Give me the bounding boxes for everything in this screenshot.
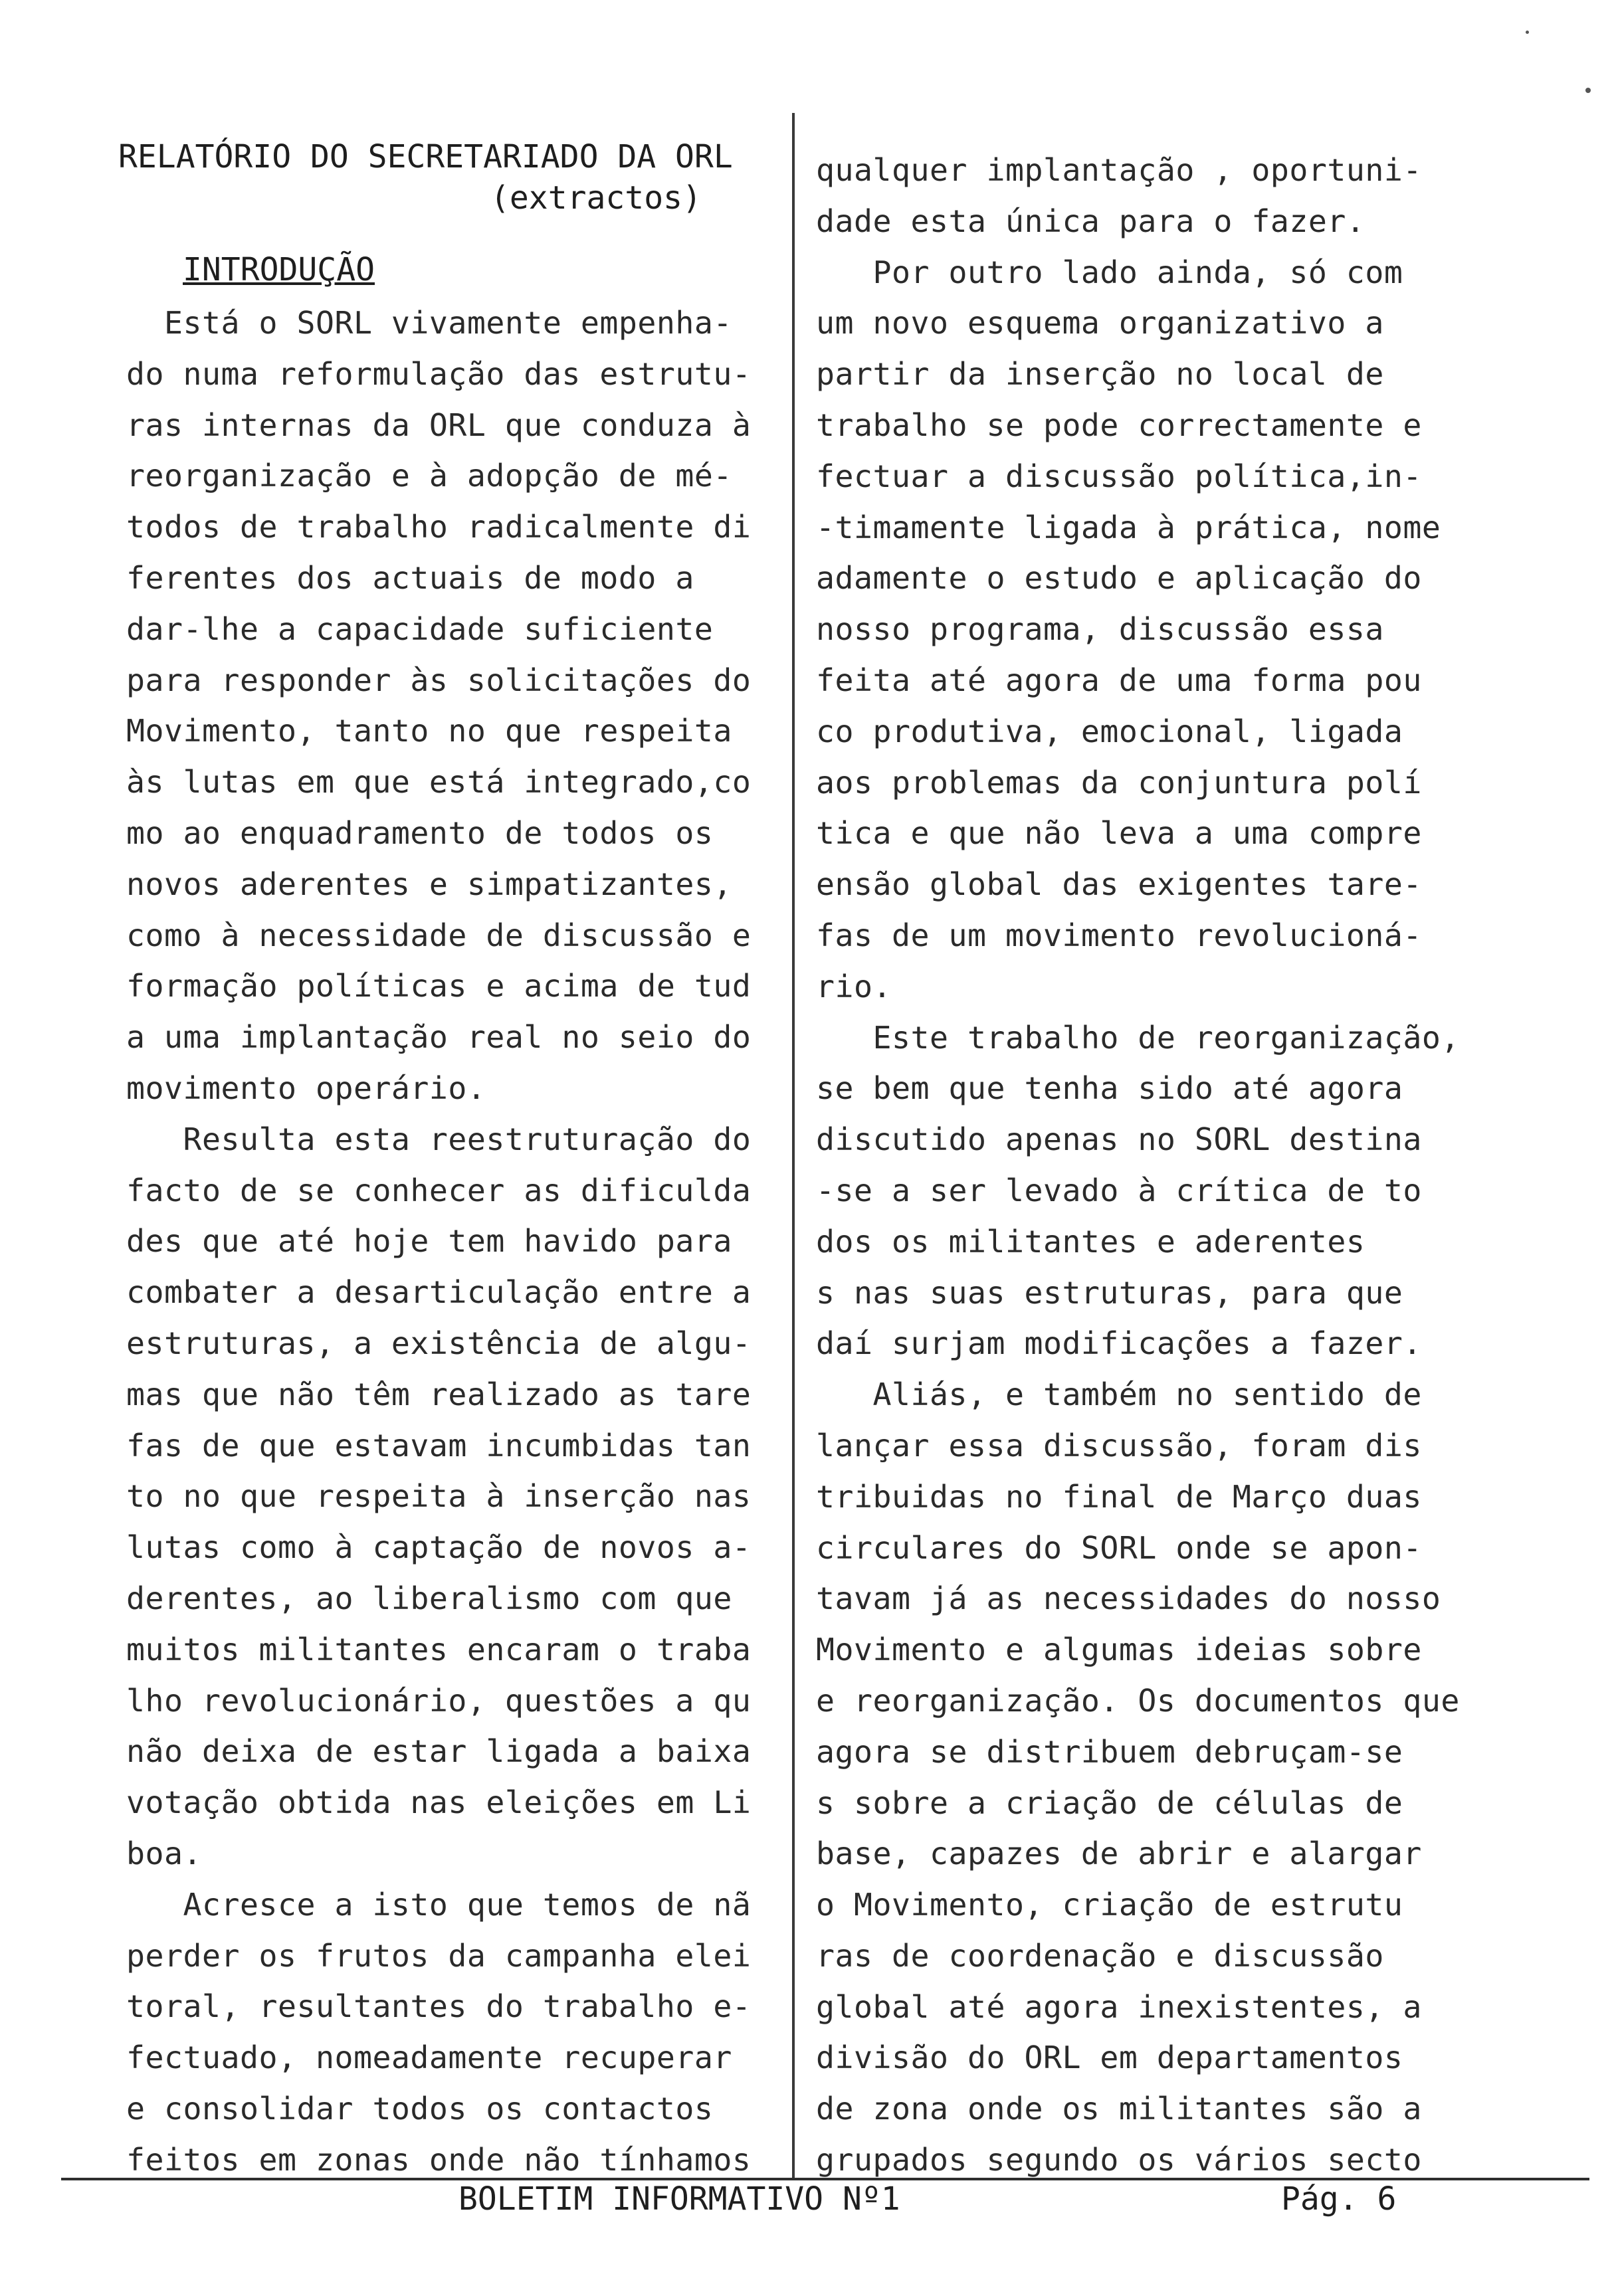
text-line: a uma implantação real no seio do [126,1019,752,1056]
text-line: reorganização e à adopção de mé- [126,458,732,494]
text-line: o Movimento, criação de estrutu [816,1887,1403,1923]
text-line: nosso programa, discussão essa [816,611,1384,648]
text-line: Movimento e algumas ideias sobre [816,1632,1422,1668]
text-line: mo ao enquadramento de todos os [126,814,714,851]
text-line: aos problemas da conjuntura polí [816,764,1422,801]
text-line: para responder às solicitações do [126,662,752,698]
text-line: qualquer implantação , oportuni- [816,152,1422,188]
text-line: Por outro lado ainda, só com [816,254,1403,290]
text-line: Este trabalho de reorganização, [816,1019,1460,1056]
text-line: do numa reformulação das estrutu- [126,355,752,392]
text-line: novos aderentes e simpatizantes, [126,866,732,902]
text-line: tavam já as necessidades do nosso [816,1580,1441,1617]
text-line: rio. [816,968,892,1004]
text-line: -timamente ligada à prática, nome [816,509,1441,545]
left-text-column [126,298,817,2185]
column-divider [792,113,795,2179]
text-line: to no que respeita à inserção nas [126,1478,752,1515]
text-line: fas de que estavam incumbidas tan [126,1427,752,1464]
text-line: partir da inserção no local de [816,356,1384,393]
text-line: lutas como à captação de novos a- [126,1529,752,1566]
text-line: global até agora inexistentes, a [816,1988,1422,2025]
scan-speck [1585,88,1591,93]
text-line: boa. [126,1835,202,1871]
text-line: estruturas, a existência de algu- [126,1325,752,1361]
text-line: de zona onde os militantes são a [816,2091,1422,2127]
text-line: feitos em zonas onde não tínhamos [126,2141,752,2178]
text-line: e reorganização. Os documentos que [816,1682,1460,1719]
report-subtitle: (extractos) [490,179,702,217]
text-line: mas que não têm realizado as tare [126,1376,752,1412]
text-line: lançar essa discussão, foram dis [816,1427,1422,1464]
footer-publication: BOLETIM INFORMATIVO Nº1 [458,2180,900,2218]
text-line: facto de se conhecer as dificulda [126,1172,752,1208]
text-line: se bem que tenha sido até agora [816,1070,1403,1107]
text-line: dar-lhe a capacidade suficiente [126,611,714,647]
text-line: combater a desarticulação entre a [126,1274,752,1311]
text-line: formação políticas e acima de tud [126,968,752,1004]
text-line: ras de coordenação e discussão [816,1937,1384,1974]
text-line: agora se distribuem debruçam-se [816,1733,1403,1770]
report-title: RELATÓRIO DO SECRETARIADO DA ORL [118,138,733,175]
text-line: s nas suas estruturas, para que [816,1274,1403,1311]
text-line: movimento operário. [126,1070,486,1106]
text-line: Acresce a isto que temos de nã [126,1886,752,1923]
text-line: não deixa de estar ligada a baixa [126,1733,752,1770]
report-title-block [118,136,783,219]
text-line: divisão do ORL em departamentos [816,2040,1403,2076]
text-line: fas de um movimento revolucioná- [816,917,1422,953]
text-line: ras internas da ORL que conduza à [126,407,752,443]
text-line: circulares do SORL onde se apon- [816,1529,1422,1566]
text-line: tica e que não leva a uma compre [816,815,1422,852]
text-line: fectuado, nomeadamente recuperar [126,2040,732,2076]
footer-page-number: Pág. 6 [1281,2180,1397,2218]
text-line: todos de trabalho radicalmente di [126,509,752,545]
text-line: lho revolucionário, questões a qu [126,1682,752,1719]
text-line: des que até hoje tem havido para [126,1223,732,1260]
text-line: Aliás, e também no sentido de [816,1377,1422,1413]
text-line: -se a ser levado à crítica de to [816,1172,1422,1208]
text-line: Resulta esta reestruturação do [126,1121,752,1157]
text-line: fectuar a discussão política,in- [816,458,1422,494]
text-line: às lutas em que está integrado,co [126,764,752,801]
text-line: adamente o estudo e aplicação do [816,560,1422,597]
text-line: grupados segundo os vários secto [816,2142,1422,2178]
text-line: tribuidas no final de Março duas [816,1478,1422,1515]
text-line: um novo esquema organizativo a [816,305,1384,341]
text-line: como à necessidade de discussão e [126,917,752,953]
section-heading: INTRODUÇÃO [183,251,375,288]
text-line: co produtiva, emocional, ligada [816,713,1403,749]
text-line: trabalho se pode correctamente e [816,407,1422,443]
text-line: ferentes dos actuais de modo a [126,559,694,596]
text-line: Está o SORL vivamente empenha- [126,305,732,341]
text-line: Movimento, tanto no que respeita [126,713,732,749]
text-line: toral, resultantes do trabalho e- [126,1988,752,2025]
text-line: dos os militantes e aderentes [816,1223,1365,1260]
text-line: discutido apenas no SORL destina [816,1121,1422,1158]
text-line: perder os frutos da campanha elei [126,1937,752,1974]
scan-speck [1526,31,1529,34]
text-line: votação obtida nas eleições em Li [126,1784,752,1821]
text-line: feita até agora de uma forma pou [816,662,1422,698]
text-line: daí surjam modificações a fazer. [816,1325,1422,1362]
text-line: e consolidar todos os contactos [126,2090,714,2127]
text-line: s sobre a criação de células de [816,1784,1403,1821]
right-text-column [816,145,1527,2186]
text-line: muitos militantes encaram o traba [126,1631,752,1668]
text-line: dade esta única para o fazer. [816,203,1365,239]
text-line: derentes, ao liberalismo com que [126,1580,732,1616]
text-line: ensão global das exigentes tare- [816,866,1422,903]
text-line: base, capazes de abrir e alargar [816,1836,1422,1872]
